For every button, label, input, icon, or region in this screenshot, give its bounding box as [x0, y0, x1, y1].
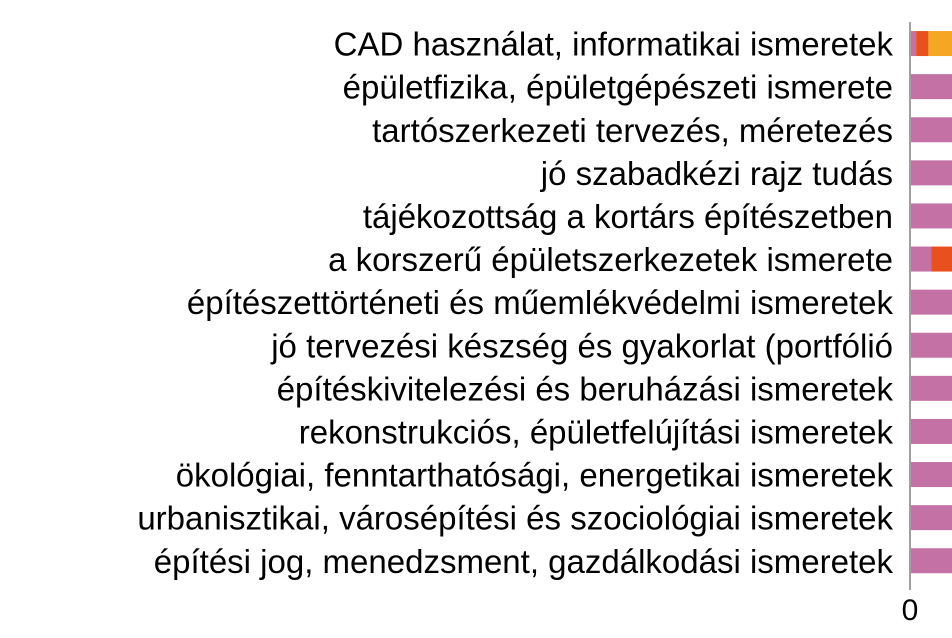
category-label: építési jog, menedzsment, gazdálkodási ismeretek: [153, 542, 893, 580]
bar-segment-series-1: [911, 203, 952, 228]
category-label: a korszerű épületszerkezetek ismerete: [328, 241, 893, 279]
category-label: ökológiai, fenntarthatósági, energetikai ismeretek: [175, 456, 893, 494]
category-label: tartószerkezeti tervezés, méretezés: [372, 111, 893, 149]
x-tick-label: 0: [901, 594, 919, 627]
bar-segment-series-1: [911, 74, 952, 99]
bar-segment-series-1: [911, 462, 952, 487]
category-label: urbanisztikai, városépítési és szociológiai ismeretek: [137, 499, 893, 537]
category-label: építészettörténeti és műemlékvédelmi ismeretek: [186, 284, 893, 322]
bar-segment-series-1: [911, 505, 952, 530]
bar-segment-series-1: [911, 117, 952, 142]
bar-segment-series-1: [911, 333, 952, 358]
bar-segment-series-1: [911, 548, 952, 573]
bar-segment-series-1: [911, 419, 952, 444]
category-label: rekonstrukciós, épületfelújítási ismeretek: [298, 413, 893, 451]
bar-segment-series-3: [928, 31, 952, 56]
category-label: tájékozottság a kortárs építészetben: [362, 197, 893, 235]
category-label: építéskivitelezési és beruházási ismeretek: [276, 370, 893, 408]
category-label: jó tervezési készség és gyakorlat (portfólió: [271, 327, 893, 365]
category-label: jó szabadkézi rajz tudás: [540, 154, 893, 192]
bar-segment-series-1: [911, 31, 916, 56]
bar-segment-series-1: [911, 376, 952, 401]
category-label: épületfizika, épületgépészeti ismerete: [342, 68, 893, 106]
bar-segment-series-2: [916, 31, 928, 56]
bar-segment-series-1: [911, 290, 952, 315]
bar-segment-series-2: [931, 247, 952, 272]
bars-layer: [911, 31, 952, 573]
bar-segment-series-1: [911, 247, 931, 272]
bar-segment-series-1: [911, 160, 952, 185]
category-labels-layer: [137, 26, 893, 580]
category-label: CAD használat, informatikai ismeretek: [333, 25, 893, 63]
